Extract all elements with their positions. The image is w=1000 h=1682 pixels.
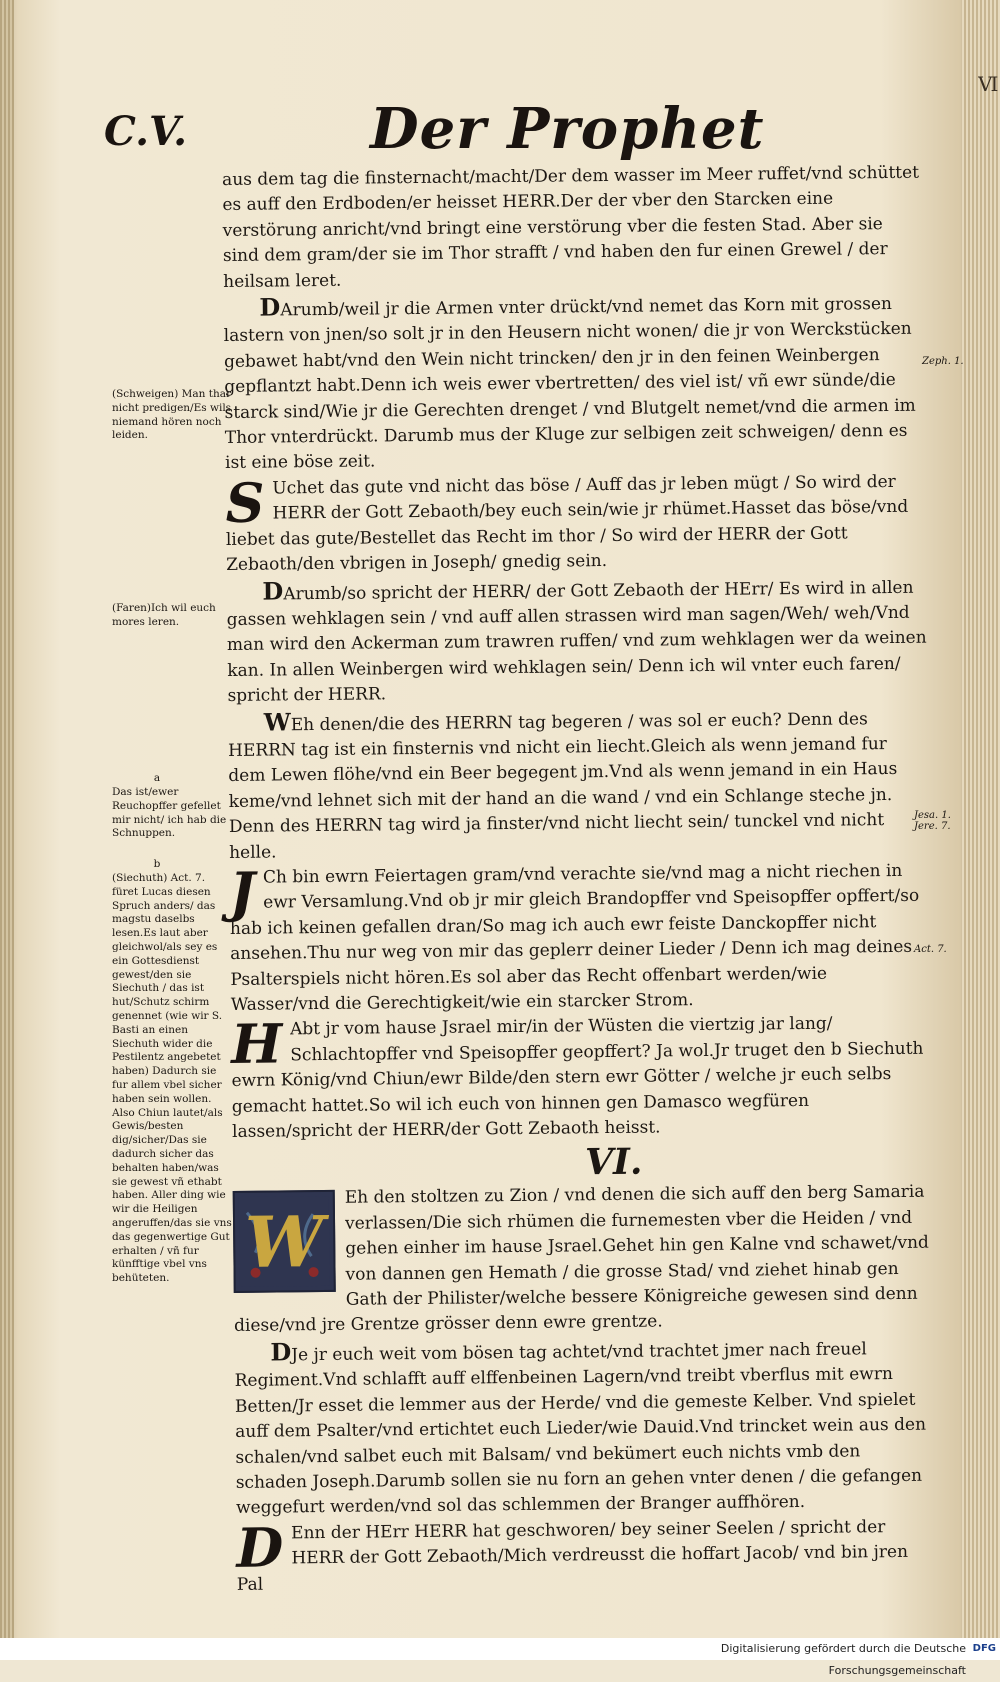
- paragraph-4: DArumb/so spricht der HERR/ der Gott Zebaoth der HErr/ Es wird in allen gassen wehklagen sein / vnd auff allen strassen wird man sagen/Weh/ weh/Vnd man wird den Ackerman zum trawren ruffen/ vnd zum wehklagen wer da weinen kan. In allen Weinbergen wird wehklagen sein/ Denn ich wil vnter euch faren/ spricht der HERR.: [226, 575, 927, 707]
- drop-letter: H: [230, 1011, 283, 1077]
- main-text-column: [222, 161, 937, 1598]
- paragraph-10: D Enn der HErr HERR hat geschworen/ bey seiner Seelen / spricht der HERR der Gott Zebaoth/Mich verdreusst die hoffart Jacob/ vnd bin jren Pal: [236, 1515, 909, 1595]
- paragraph-9: DJe jr euch weit vom bösen tag achtet/vnd trachtet jmer nach freuel Regiment.Vnd schlafft auff elffenbeinen Lagern/vnd treibt vberflus mit ewrn Betten/Jr esset die lemmer aus der Herde/ vnd die gemeste Kelber. Vnd spielet auff dem Psalter/vnd ertichtet euch Lieder/wie Dauid.Vnd trincket wein aus den schalen/vnd salbet euch mit Balsam/ vnd bekümert euch nichts vmb den schaden Joseph.Darumb sollen sie nu forn an gehen vnter denen / die gefangen weggefurt werden/vnd sol das schlemmen der Branger auffhören.: [234, 1337, 927, 1519]
- paragraph-1: aus dem tag die finsternacht/macht/Der dem wasser im Meer ruffet/vnd schüttet es auff den Erdboden/er heisset HERR.Der der vber den Starcken eine verstörung anricht/vnd bringt eine verstörung vber die festen Stad. Aber sie sind dem gram/der sie im Thor strafft / vnd haben den fur einen Grewel / der heilsam leret.: [222, 162, 920, 292]
- dfg-logo-icon: DFG: [972, 1643, 996, 1654]
- drop-letter: S: [225, 470, 265, 535]
- chapter-heading: VI.: [584, 1141, 643, 1184]
- paragraph-3: S Uchet das gute vnd nicht das böse / Auff das jr leben mügt / So wird der HERR der Gott Zebaoth/bey euch sein/wie jr rhümet.Hasset das böse/vnd liebet das gute/Bestellet das Recht im thor / So wird der HERR der Gott Zebaoth/den vbrigen in Joseph/ gnedig sein.: [225, 470, 909, 576]
- running-title: Der Prophet: [370, 96, 765, 162]
- drop-letter: D: [236, 1515, 284, 1580]
- facing-page-fragment: VI: [978, 72, 997, 96]
- svg-text:W: W: [244, 1200, 324, 1285]
- paragraph-7: H Abt jr vom hause Jsrael mir/in der Wüsten die viertzig jar lang/ Schlachtopffer vnd Speisopffer geopffert? Ja wol.Jr truget den b Siechuth ewrn König/vnd Chiun/ewr Bilde/den stern ewr Götter / welche jr euch selbs gemacht hattet.So wil ich euch von hinnen gen Damasco wegfüren lassen/spricht der HERR/der Gott Zebaoth heisst.: [230, 1011, 924, 1142]
- cross-reference-act: Act. 7.: [914, 944, 947, 955]
- ornament-initial-icon: [235, 1192, 334, 1291]
- margin-mark-b: b: [153, 858, 161, 870]
- paragraph-6: J Ch bin ewrn Feiertagen gram/vnd verachte sie/vnd mag a nicht riechen in ewr Versamlung.Vnd ob jr mir gleich Brandopffer vnd Speisopffer opffert/so hab ich keinen gefallen dran/So mag ich auch ewr feiste Danckopffer nicht ansehen.Thu nur weg von mir das geplerr deiner Lieder / Denn ich mag deines Psalterspiels nicht hören.Es sol aber das Recht offenbart werden/wie Wasser/vnd die Gerechtigkeit/wie ein starcker Strom.: [229, 859, 920, 1015]
- paragraph-5: WEh denen/die des HERRN tag begeren / was sol er euch? Denn des HERRN tag ist ein finsternis vnd nicht ein liecht.Gleich als wenn jemand fur dem Lewen flöhe/vnd ein Beer begegent jm.Vnd als wenn jemand in ein Haus keme/vnd lehnet sich mit der hand an die wand / vnd ein Schlange steche jn. Denn des HERRN tag wird ja finster/vnd nicht liecht sein/ tunckel vnd nicht helle.: [227, 706, 898, 863]
- chapter-marker: C.V.: [104, 108, 188, 155]
- footer-strip: [0, 1638, 600, 1660]
- left-page-edges: [0, 0, 14, 1660]
- paragraph-8: W Eh den stoltzen zu Zion / vnd denen die sich auff den berg Samaria verlassen/Die sich rhümen die furnemesten vber die Heiden / vnd gehen einher im hause Jsrael.Gehet hin gen Kalne vnd schawet/vnd von dannen gen Hemath / die grosse Stad/ vnd ziehet hinab gen Gath der Philister/welche bessere Königreiche gewesen sind denn diese/vnd jre Grentze grösser denn ewre grentze.: [234, 1182, 929, 1337]
- margin-note-reuchopffer: Das ist/ewer Reuchopffer gefellet mir nicht/ ich hab die Schnuppen.: [112, 786, 227, 840]
- drop-letter: W: [263, 706, 291, 737]
- drop-letter: D: [259, 292, 281, 322]
- drop-letter: J: [229, 859, 256, 924]
- cross-reference-zeph: Zeph. 1.: [922, 356, 964, 367]
- cross-reference-jesa: Jesa. 1. Jere. 7.: [914, 810, 951, 832]
- margin-note-schweigen: (Schweigen) Man thar nicht predigen/Es wils niemand hören noch leiden.: [112, 388, 232, 442]
- drop-letter: D: [262, 575, 284, 606]
- decorated-initial: [233, 1190, 336, 1293]
- margin-note-siechuth: (Siechuth) Act. 7. füret Lucas diesen Spruch anders/ das magstu daselbs lesen.Es laut aber gleichwol/als sey es ein Gottesdienst gewest/den sie Siechuth / das ist hut/Schutz schirm genennet (wie wir S. Basti an einen Siechuth wider die Pestilentz angebetet haben) Dadurch sie fur allem vbel sicher haben sein wollen. Also Chiun lautet/als Gewis/besten dig/sicher/Das sie dadurch sicher das behalten haben/was sie gewest vñ ethabt haben. Aller ding wie wir die Heiligen angeruffen/das sie vns das gegenwertige Gut erhalten / vñ fur künfftige vbel vns behüteten.: [112, 872, 232, 1285]
- paragraph-2: DArumb/weil jr die Armen vnter drückt/vnd nemet das Korn mit grossen lastern von jnen/so solt jr in den Heusern nicht wonen/ die jr von Werckstücken gebawet habt/vnd den Wein nicht trincken/ den jr in den feinen Weinbergen gepflantzt habt.Denn ich weis ewer vbertretten/ des viel ist/ vñ ewr sünde/die starck sind/Wie jr die Gerechten drenget / vnd Blutgelt nemet/vnd die armen im Thor vnterdrückt. Darumb mus der Kluge zur selbigen zeit schweigen/ denn es ist eine böse zeit.: [223, 292, 916, 474]
- digitization-credit: Digitalisierung gefördert durch die Deutsche Forschungsgemeinschaft DFG: [600, 1638, 1000, 1660]
- margin-mark-a: a: [153, 772, 161, 784]
- drop-letter: D: [270, 1337, 292, 1367]
- margin-note-faren: (Faren)Ich wil euch mores leren.: [112, 602, 216, 628]
